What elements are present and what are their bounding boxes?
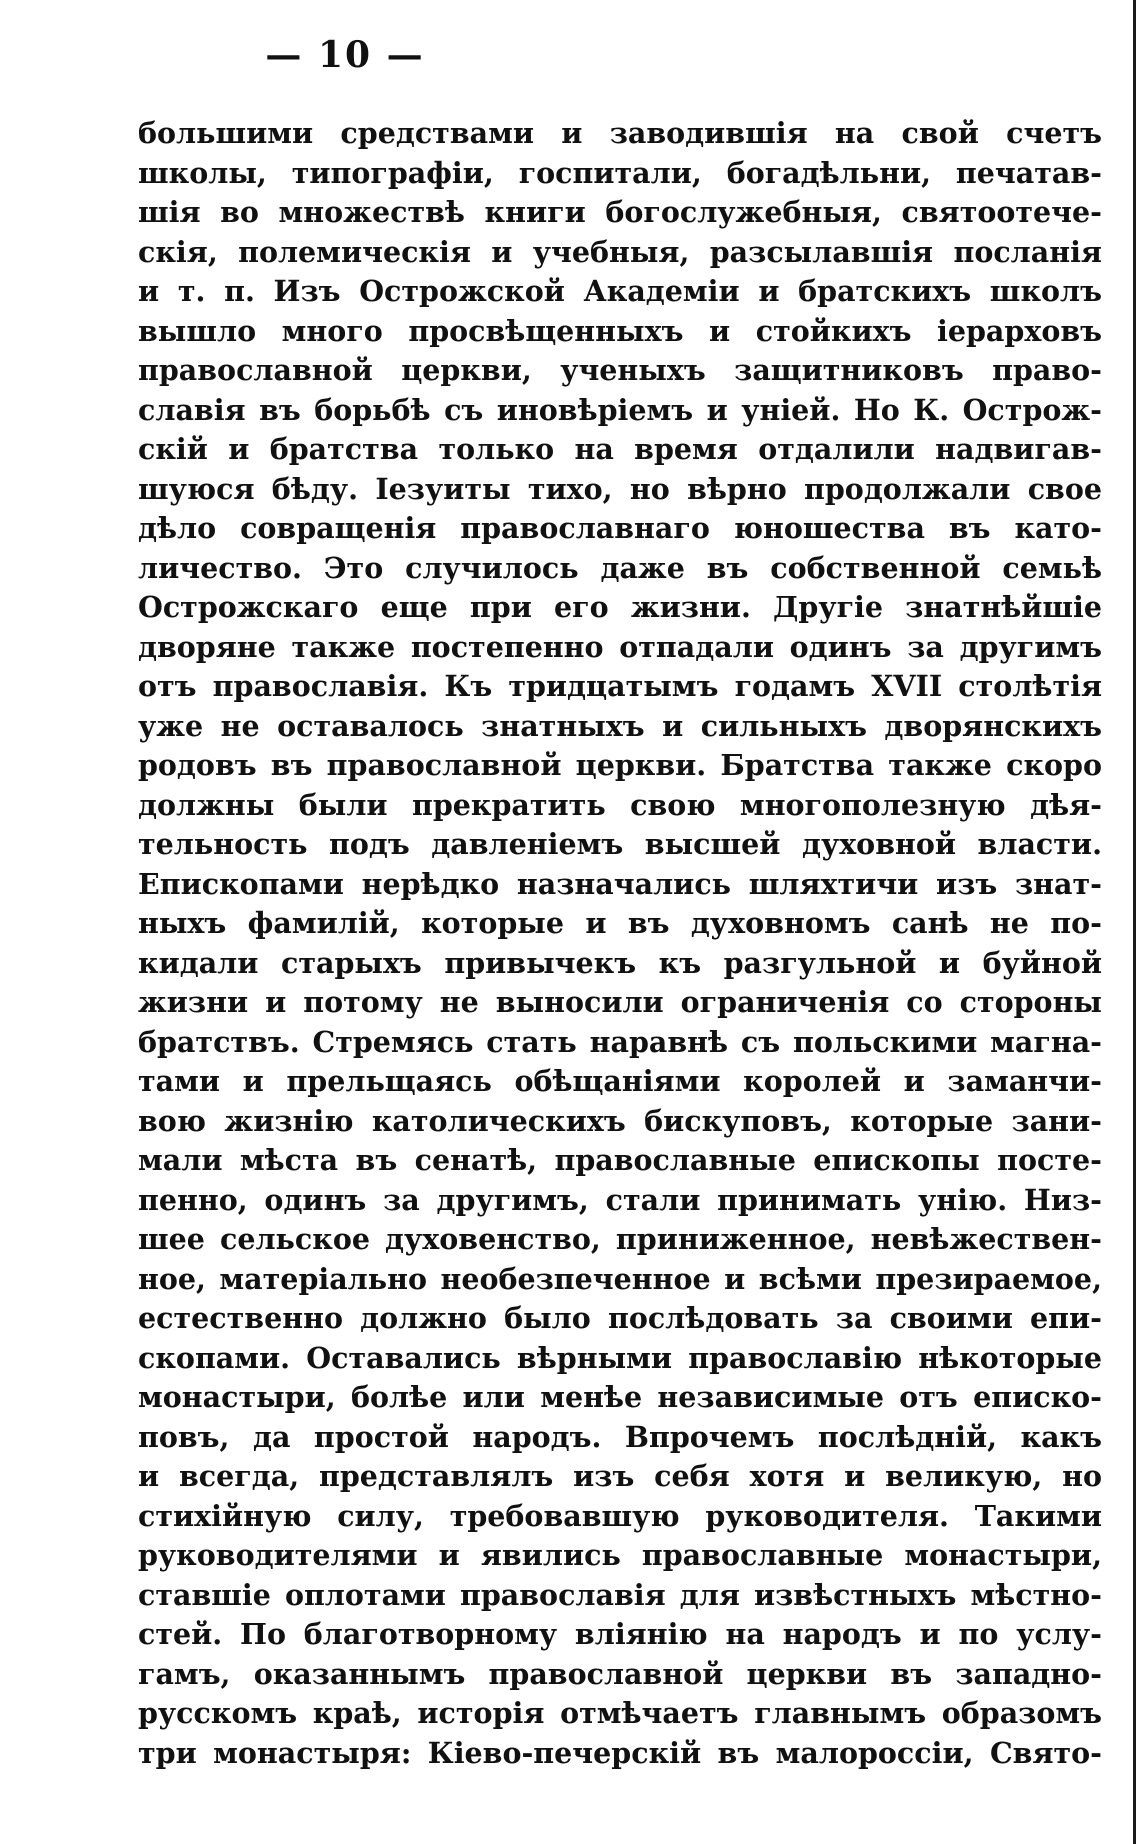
text-line: православной церкви, ученыхъ защитниковъ право- bbox=[138, 353, 1102, 387]
text-line: монастыри, болѣе или менѣе независимые отъ еписко- bbox=[138, 1380, 1102, 1414]
text-line: скопами. Оставались вѣрными православію нѣкоторые bbox=[138, 1340, 1102, 1375]
text-line: повъ, да простой народъ. Впрочемъ послѣдній, какъ bbox=[138, 1419, 1102, 1454]
text-line: три монастыря: Кіево-печерскій въ малороссіи, Свято- bbox=[138, 1735, 1102, 1770]
text-line: стей. По благотворному вліянію на народъ и по услу- bbox=[138, 1617, 1102, 1651]
text-line: шія во множествѣ книги богослужебныя, святоотече- bbox=[138, 195, 1102, 229]
text-line: шуюся бѣду. Іезуиты тихо, но вѣрно продолжали свое bbox=[138, 471, 1102, 506]
text-line: дѣло совращенія православнаго юношества въ като- bbox=[138, 511, 1102, 545]
text-line: братствъ. Стремясь стать наравнѣ съ польскими магна- bbox=[138, 1024, 1102, 1059]
text-line: естественно должно было послѣдовать за своими епи- bbox=[138, 1301, 1102, 1335]
text-line: отъ православія. Къ тридцатымъ годамъ XVII столѣтія bbox=[138, 669, 1102, 703]
text-line: уже не оставалось знатныхъ и сильныхъ дворянскихъ bbox=[138, 708, 1102, 743]
text-line: пенно, одинъ за другимъ, стали принимать унію. Низ- bbox=[138, 1182, 1102, 1217]
text-line: тельность подъ давленіемъ высшей духовной власти. bbox=[138, 827, 1102, 861]
text-line: и всегда, представлялъ изъ себя хотя и великую, но bbox=[138, 1459, 1102, 1493]
text-line: скій и братства только на время отдалили надвигав- bbox=[138, 432, 1102, 466]
text-line: вышло много просвѣщенныхъ и стойкихъ іерарховъ bbox=[138, 313, 1102, 348]
text-line: большими средствами и заводившія на свой счетъ bbox=[138, 116, 1102, 150]
text-line: скія, полемическія и учебныя, разсылавшія посланія bbox=[138, 234, 1102, 269]
page-number: — 10 — bbox=[265, 34, 425, 76]
text-line: дворяне также постепенно отпадали одинъ за другимъ bbox=[138, 629, 1102, 664]
text-line: личество. Это случилось даже въ собственной семьѣ bbox=[138, 550, 1102, 585]
text-line: школы, типографіи, госпитали, богадѣльни, печатав- bbox=[138, 155, 1102, 190]
text-line: мали мѣста въ сенатѣ, православные епископы посте- bbox=[138, 1143, 1102, 1177]
text-line: русскомъ краѣ, исторія отмѣчаетъ главнымъ образомъ bbox=[138, 1696, 1102, 1730]
text-line: ставшіе оплотами православія для извѣстныхъ мѣстно- bbox=[138, 1577, 1102, 1612]
text-line: Острожскаго еще при его жизни. Другіе знатнѣйшіе bbox=[138, 590, 1102, 624]
body-text bbox=[138, 114, 1102, 1773]
text-line: ное, матеріально необезпеченное и всѣми презираемое, bbox=[138, 1261, 1102, 1296]
page-edge-line bbox=[1133, 0, 1136, 1844]
text-line: ныхъ фамилій, которые и въ духовномъ санѣ не по- bbox=[138, 906, 1102, 940]
text-line: гамъ, оказаннымъ православной церкви въ западно- bbox=[138, 1656, 1102, 1691]
text-line: должны были прекратить свою многополезную дѣя- bbox=[138, 787, 1102, 822]
text-line: кидали старыхъ привычекъ къ разгульной и буйной bbox=[138, 945, 1102, 980]
text-line: родовъ въ православной церкви. Братства также скоро bbox=[138, 748, 1102, 782]
text-line: тами и прельщаясь обѣщаніями королей и заманчи- bbox=[138, 1064, 1102, 1098]
text-line: вою жизнію католическихъ бискуповъ, которые зани- bbox=[138, 1103, 1102, 1138]
text-line: жизни и потому не выносили ограниченія со стороны bbox=[138, 985, 1102, 1019]
text-line: Епископами нерѣдко назначались шляхтичи изъ знат- bbox=[138, 866, 1102, 901]
text-line: шее сельское духовенство, приниженное, невѣжествен- bbox=[138, 1222, 1102, 1256]
text-line: стихійную силу, требовавшую руководителя. Такими bbox=[138, 1498, 1102, 1533]
text-line: руководителями и явились православные монастыри, bbox=[138, 1538, 1102, 1572]
text-line: и т. п. Изъ Острожской Академіи и братскихъ школъ bbox=[138, 274, 1102, 308]
text-line: славія въ борьбѣ съ иновѣріемъ и уніей. Но К. Острож- bbox=[138, 392, 1102, 427]
